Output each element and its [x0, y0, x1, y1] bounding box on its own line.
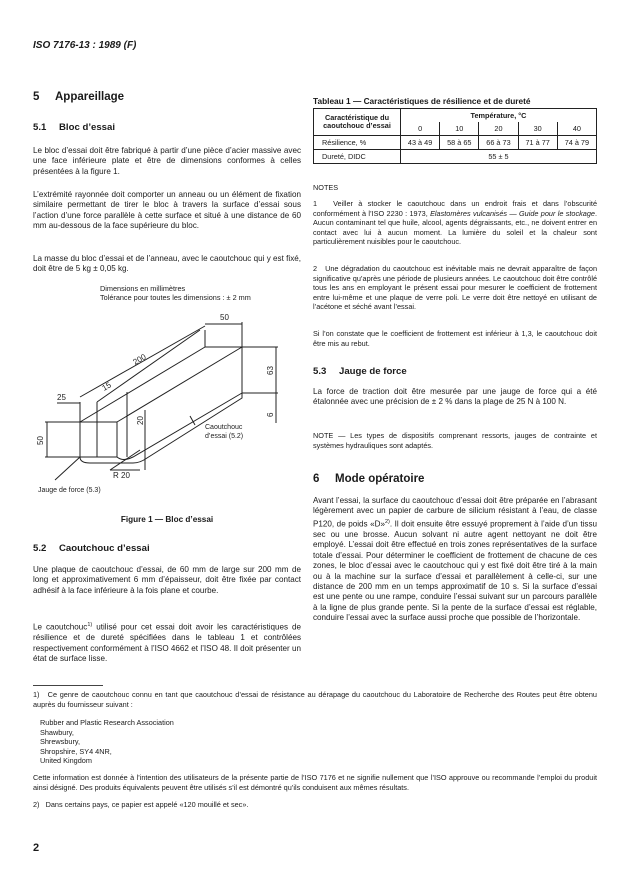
temp-col: 40: [557, 122, 596, 136]
section-5-3-heading: 5.3 Jauge de force: [313, 366, 407, 377]
supplier-address: [40, 718, 174, 766]
paragraph: La force de traction doit être mesurée par une jauge de force qui a été étalonnée avec une précision de ± 2 % dans la plage de 25 N à 100 N.: [313, 387, 597, 407]
table-corner-header: Caractéristique du caoutchouc d’essai: [314, 109, 401, 136]
notes-title: NOTES: [313, 183, 339, 192]
row-label: Dureté, DIDC: [314, 150, 401, 164]
footnote-divider: [33, 685, 103, 686]
row-label: Résilience, %: [314, 136, 401, 150]
cell: 43 à 49: [401, 136, 440, 150]
label-force-gauge: Jauge de force (5.3): [38, 487, 101, 494]
note-3: Si l’on constate que le coefficient de frottement est inférieur à 1,3, le caoutchouc doit être mis au rebut.: [313, 329, 597, 348]
dim-63: 63: [266, 366, 275, 375]
paragraph: Avant l’essai, la surface du caoutchouc d’essai doit être préparée en l’abrasant légèrement avec un papier de carbure de silicium résistant à l’eau, de classe P120, de poids «D»$^{2)}$. Il doit ensuite être essuyé proprement à l’aide d’un tissu sec ou une brosse. Aucun solvant ni autre agent nettoyant ne doit être employé. L’essai doit être effectué en trois zones représentatives de la surface totale d’essai. Pour déterminer le coefficient de frottement de chacune de ces zones, le bloc d’essai avec le caoutchouc qui y est fixé doit être tiré à la main ou à la machine sur la surface d’essai et parallèlement à celle-ci, sur une distance de 200 mm en un temps approximatif de 10 s. Si la surface d’essai est une pente ou une rampe, conduire l’essai suivant sur un parcours parallèle à la ligne de plus grande pente. Si la pente de la surface d’essai est réglable, conduire l’essai avec la surface aussi proche que possible de l’horizontale.: [313, 496, 597, 623]
dim-r20: R 20: [113, 471, 130, 480]
address-line: Shropshire, SY4 4NR,: [40, 746, 112, 756]
label-rubber: Caoutchouc: [205, 424, 243, 431]
dim-50-top: 50: [220, 313, 229, 322]
page-number: 2: [33, 842, 40, 854]
note-1: 1 Veiller à stocker le caoutchouc dans un endroit frais et dans l’obscurité conformément à l’ISO 2230 : 1973, Elastomères vulcanisés — Guide pour le stockage. Aucun contaminant tel que huile, alcool, agents dégraissants, etc., ne doivent entrer en contact avec lui à aucun moment. La lumière du soleil et la chaleur sont particulièrement nuisibles pour le caoutchouc.: [313, 199, 598, 247]
cell: 55 ± 5: [401, 150, 597, 164]
figure-1-test-block-drawing: [0, 0, 320, 510]
table-title: Tableau 1 — Caractéristiques de résilience et de dureté: [313, 96, 531, 106]
section-5-heading: 5 Appareillage: [33, 91, 125, 103]
figure-caption: Figure 1 — Bloc d’essai: [120, 515, 214, 524]
paragraph: La masse du bloc d’essai et de l’anneau, avec le caoutchouc qui y est fixé, doit être de 5 kg ± 0,05 kg.: [33, 254, 301, 274]
footnote-1: 1) Ce genre de caoutchouc connu en tant que caoutchouc d’essai de résistance au dérapage du caoutchouc du Laboratoire de Recherche des Routes peut être obtenu auprès du fournisseur suivant :: [33, 690, 597, 709]
table-row: [314, 150, 597, 164]
note-2: 2 Une dégradation du caoutchouc est inévitable mais ne devrait apparaître de façon significative qu’après une période de plusieurs années. Le caoutchouc doit être contrôlé tous les ans en employant le présent essai pour mesurer le coefficient de frottement entre lui-même et une plaque de verre poli. Le verre doit être nettoyé en utilisant de l’acétone et séché avant l’essai.: [313, 264, 597, 312]
dim-15: 15: [100, 380, 113, 393]
address-line: United Kingdom: [40, 756, 92, 766]
dim-25: 25: [57, 393, 66, 402]
paragraph: Le caoutchouc$^{1)}$ utilisé pour cet essai doit avoir les caractéristiques de résilience et de dureté spécifiées dans le tableau 1 et contrôlées respectivement conformément à l’ISO 4662 et l’ISO 48. Il doit présenter un état de surface lisse.: [33, 622, 301, 663]
dim-200: 200: [131, 352, 148, 367]
temp-col: 20: [479, 122, 518, 136]
temp-col: 10: [440, 122, 479, 136]
address-line: Rubber and Plastic Research Association: [40, 718, 174, 727]
table-row: [314, 136, 597, 150]
address-line: Shawbury,: [40, 727, 74, 737]
dim-20: 20: [136, 416, 145, 425]
section-5-2-heading: 5.2 Caoutchouc d’essai: [33, 543, 150, 554]
footnote-2: 2) Dans certains pays, ce papier est appelé «120 mouillé et sec».: [33, 800, 249, 809]
label-rubber-ref: d’essai (5.2): [205, 433, 244, 440]
figure-dims-note: Dimensions en millimètres: [100, 284, 186, 293]
dim-50-left: 50: [36, 436, 45, 445]
note-5-3: NOTE — Les types de dispositifs comprenant ressorts, jauges de contrainte et systèmes hydrauliques sont adaptés.: [313, 431, 597, 450]
dim-6: 6: [266, 412, 275, 417]
section-5-1-heading: 5.1 Bloc d’essai: [33, 122, 115, 133]
cell: 66 à 73: [479, 136, 518, 150]
figure-tolerance: Tolérance pour toutes les dimensions : ± 2 mm: [100, 293, 251, 302]
section-6-heading: 6 Mode opératoire: [313, 473, 425, 485]
temp-col: 0: [401, 122, 440, 136]
cell: 71 à 77: [518, 136, 557, 150]
page-header: ISO 7176-13 : 1989 (F): [33, 40, 137, 51]
paragraph: Une plaque de caoutchouc d’essai, de 60 mm de large sur 200 mm de long et approximativement 6 mm d’épaisseur, doit être fixée par contact adhésif à la face inférieure à la fois plane et courbe.: [33, 565, 301, 595]
temp-col: 30: [518, 122, 557, 136]
cell: 74 à 79: [557, 136, 596, 150]
table-temp-header: Température, °C: [401, 109, 597, 123]
footnote-info: Cette information est donnée à l’intention des utilisateurs de la présente partie de l’ISO 7176 et ne signifie nullement que l’ISO approuve ou recommande l’emploi du produit ainsi désigné. Des produits équivalents peuvent être utilisés s’il est démontré qu’ils conduisent aux mêmes résultats.: [33, 773, 597, 792]
cell: 58 à 65: [440, 136, 479, 150]
resilience-hardness-table: [313, 108, 597, 164]
address-line: Shrewsbury,: [40, 737, 81, 747]
paragraph: L’extrémité rayonnée doit comporter un anneau ou un élément de fixation similaire permettant de tirer le bloc à travers la surface d’essai sous l’action d’une force parallèle à cette surface et situé à une distance de 60 mm au-dessous de la face supérieure du bloc.: [33, 190, 301, 231]
paragraph: Le bloc d’essai doit être fabriqué à partir d’une pièce d’acier massive avec une face inférieure plate et être de dimensions conformes à celles présentées à la figure 1.: [33, 146, 301, 176]
